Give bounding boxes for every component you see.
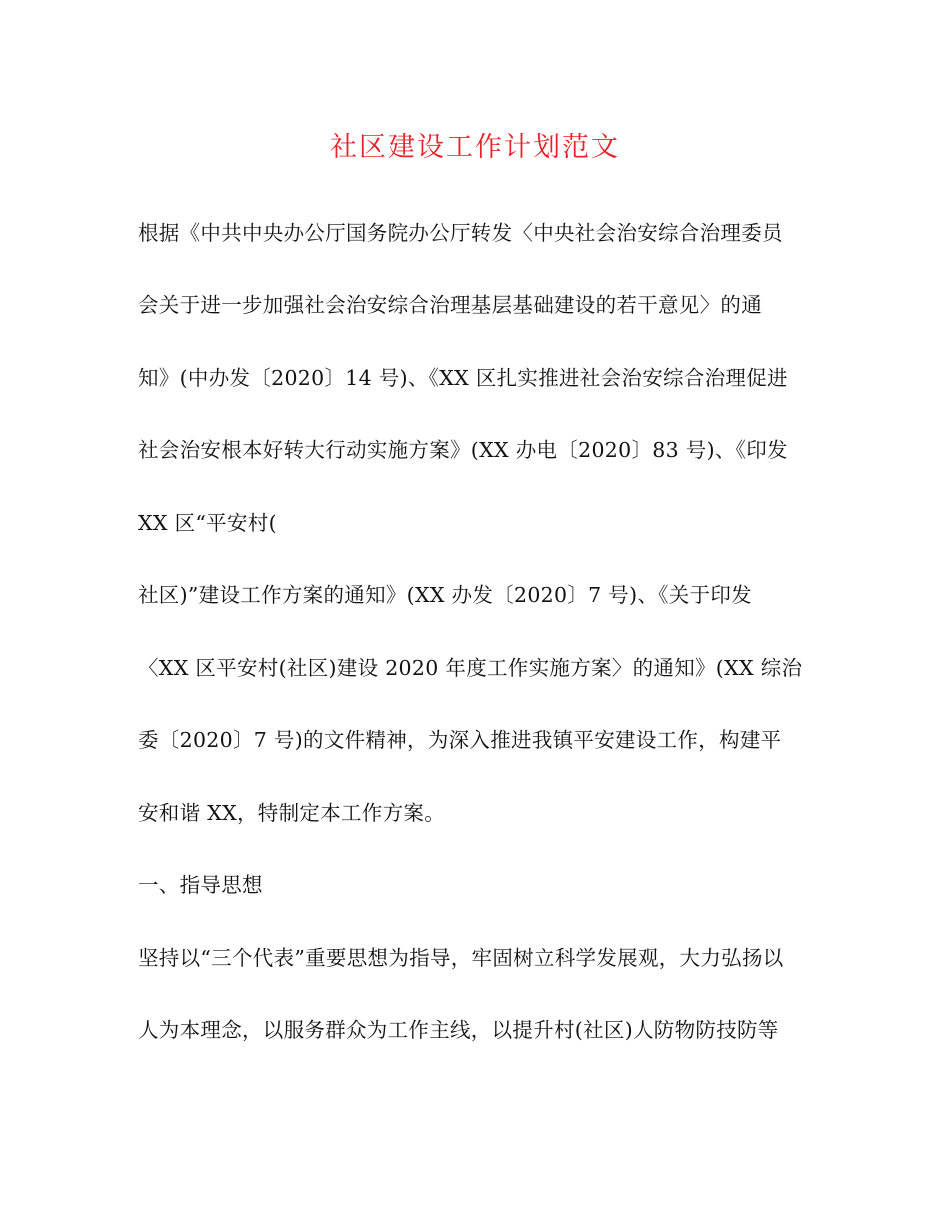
- paragraph-line: XX 区“平安村(: [138, 511, 277, 535]
- paragraph-line: 会关于进一步加强社会治安综合治理基层基础建设的若干意见〉的通: [138, 293, 762, 317]
- document-title: 社区建设工作计划范文: [330, 132, 620, 163]
- paragraph-line: 社会治安根本好转大行动实施方案》(XX 办电〔2020〕83 号)、《印发: [138, 438, 788, 462]
- section-heading: 一、指导思想: [138, 873, 263, 897]
- paragraph-line: 知》(中办发〔2020〕14 号)、《XX 区扎实推进社会治安综合治理促进: [138, 366, 788, 390]
- paragraph-line: 委〔2020〕7 号)的文件精神，为深入推进我镇平安建设工作，构建平: [138, 728, 782, 752]
- paragraph-line: 人为本理念，以服务群众为工作主线，以提升村(社区)人防物防技防等: [138, 1018, 779, 1042]
- paragraph-line: 社区)”建设工作方案的通知》(XX 办发〔2020〕7 号)、《关于印发: [138, 583, 752, 607]
- paragraph-line: 〈XX 区平安村(社区)建设 2020 年度工作实施方案〉的通知》(XX 综治: [138, 656, 803, 680]
- paragraph-line: 根据《中共中央办公厅国务院办公厅转发〈中央社会治安综合治理委员: [138, 221, 783, 245]
- paragraph-line: 坚持以“三个代表”重要思想为指导，牢固树立科学发展观，大力弘扬以: [138, 946, 784, 970]
- paragraph-line: 安和谐 XX，特制定本工作方案。: [138, 801, 446, 825]
